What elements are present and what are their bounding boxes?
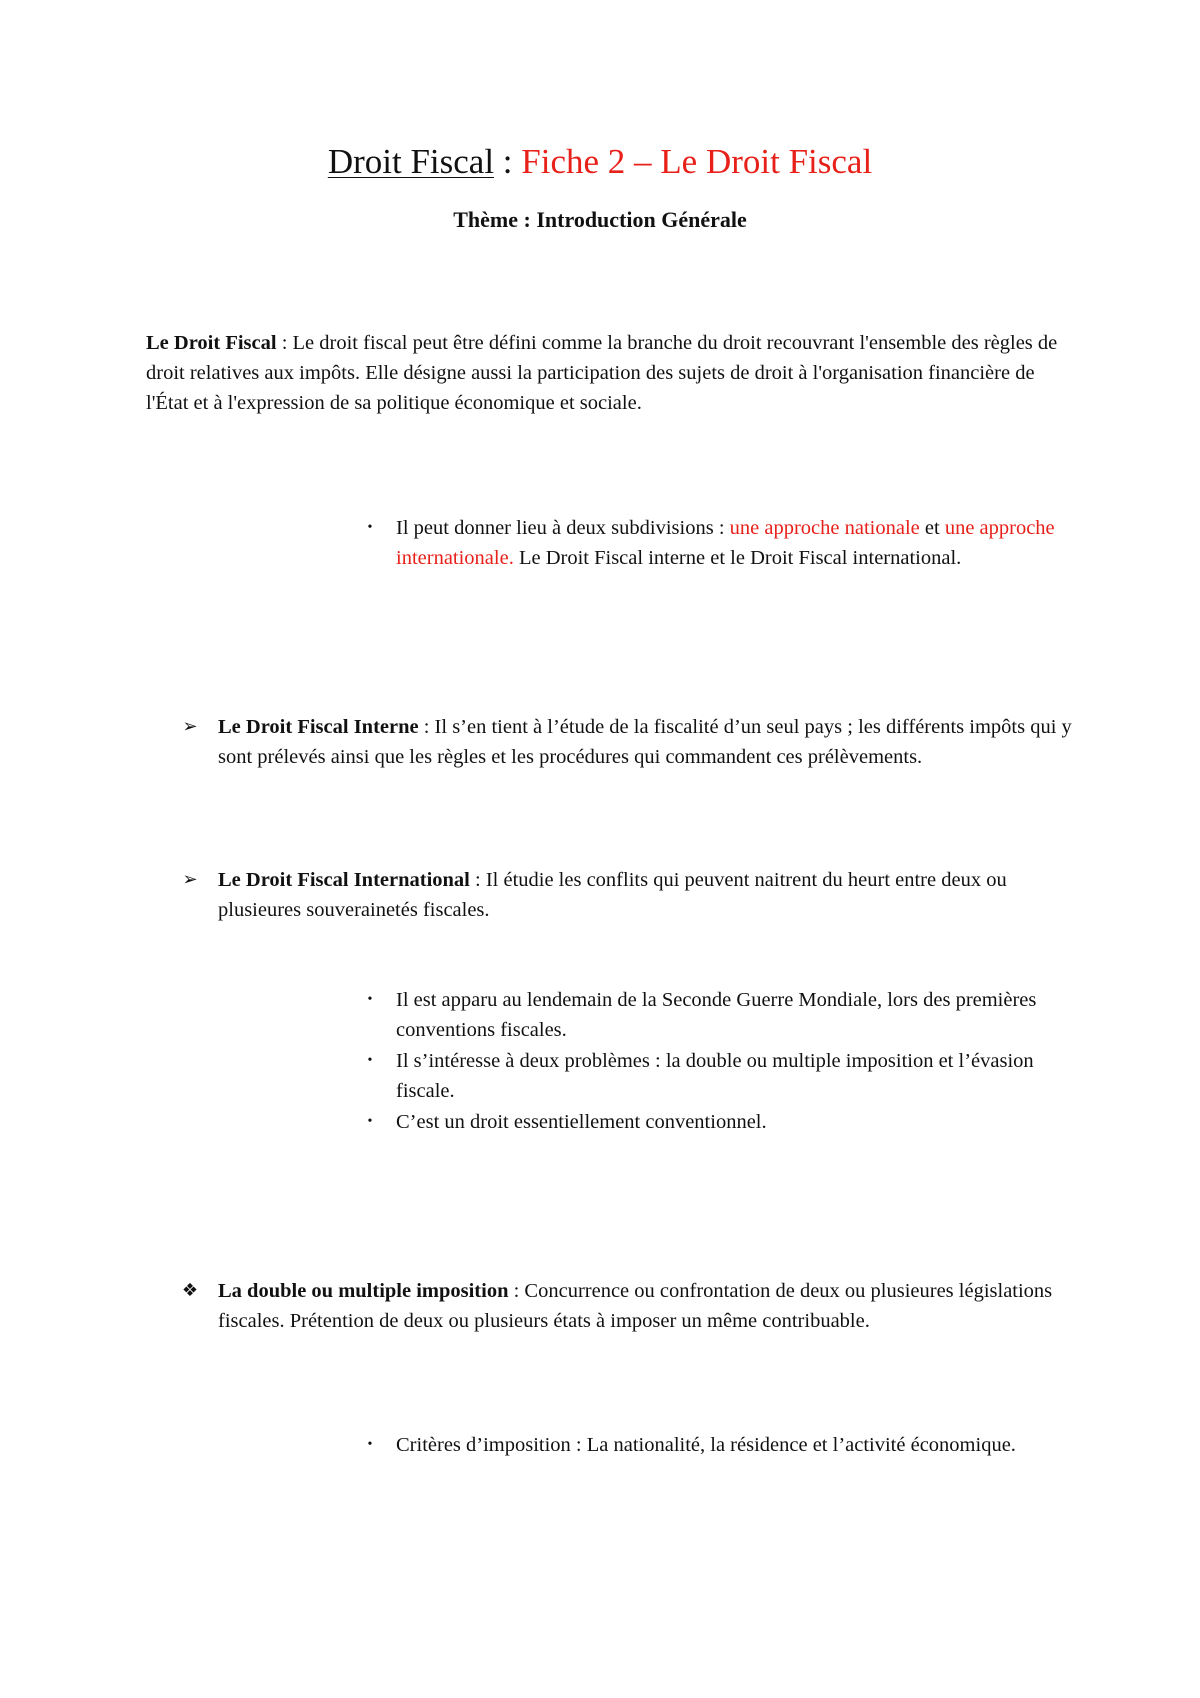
international-text: : Il étudie les conflits qui peuvent naitrent du heurt entre deux ou plusieures souverainetés fiscales. xyxy=(218,869,1007,921)
subdivisions-item xyxy=(367,513,1076,573)
arrow-icon: ➢ xyxy=(182,716,198,737)
criteria-text: Critères d’imposition : La nationalité, la résidence et l’activité économique. xyxy=(396,1434,1016,1456)
bullet-icon: • xyxy=(367,1437,373,1452)
bullet-icon: • xyxy=(367,1114,373,1129)
international-item xyxy=(182,865,1078,925)
interne-text: : Il s’en tient à l’étude de la fiscalité d’un seul pays ; les différents impôts qui y sont prélevés ainsi que les règles et les procédures qui commandent ces prélèvements. xyxy=(218,716,1072,768)
double-imposition-term: La double ou multiple imposition xyxy=(218,1280,509,1302)
international-point xyxy=(367,985,1076,1045)
document-subtitle: Thème : Introduction Générale xyxy=(453,207,747,232)
bullet-icon: • xyxy=(367,992,373,1007)
subdivisions-international: une approche internationale. xyxy=(396,517,1055,569)
international-point-text: Il s’intéresse à deux problèmes : la double ou multiple imposition et l’évasion fiscale. xyxy=(396,1050,1034,1102)
title-sheet: Fiche 2 – Le Droit Fiscal xyxy=(521,142,873,181)
document-title xyxy=(0,140,1200,184)
international-term: Le Droit Fiscal International xyxy=(218,869,470,891)
international-point-text: C’est un droit essentiellement conventionnel. xyxy=(396,1111,767,1133)
double-imposition-item xyxy=(181,1276,1078,1336)
international-point xyxy=(367,1107,1076,1137)
double-imposition-text: : Concurrence ou confrontation de deux ou plusieures législations fiscales. Prétention de deux ou plusieurs états à imposer un même contribuable. xyxy=(218,1280,1053,1332)
interne-term: Le Droit Fiscal Interne xyxy=(218,716,419,738)
bullet-icon: • xyxy=(367,1053,373,1068)
diamond-icon: ❖ xyxy=(181,1280,199,1301)
subdivisions-and: et xyxy=(919,517,945,539)
bullet-icon: • xyxy=(367,520,373,535)
subdivisions-lead: Il peut donner lieu à deux subdivisions : xyxy=(396,517,730,539)
definition-paragraph xyxy=(146,328,1071,418)
definition-text: : Le droit fiscal peut être défini comme la branche du droit recouvrant l'ensemble des règles de droit relatives aux impôts. Elle désigne aussi la participation des sujets de droit à l'organisation financière de l'État et à l'expression de sa politique économique et sociale. xyxy=(146,332,1058,414)
subdivisions-national: une approche nationale xyxy=(729,517,920,539)
criteria-item xyxy=(367,1430,1076,1460)
international-point xyxy=(367,1046,1076,1106)
interne-item xyxy=(182,712,1078,772)
subdivisions-tail: Le Droit Fiscal interne et le Droit Fiscal international. xyxy=(513,547,962,569)
international-point-text: Il est apparu au lendemain de la Seconde Guerre Mondiale, lors des premières conventions fiscales. xyxy=(396,989,1037,1041)
title-separator: : xyxy=(494,142,522,181)
arrow-icon: ➢ xyxy=(182,869,198,890)
title-subject: Droit Fiscal xyxy=(327,142,495,181)
definition-term: Le Droit Fiscal xyxy=(146,332,277,354)
